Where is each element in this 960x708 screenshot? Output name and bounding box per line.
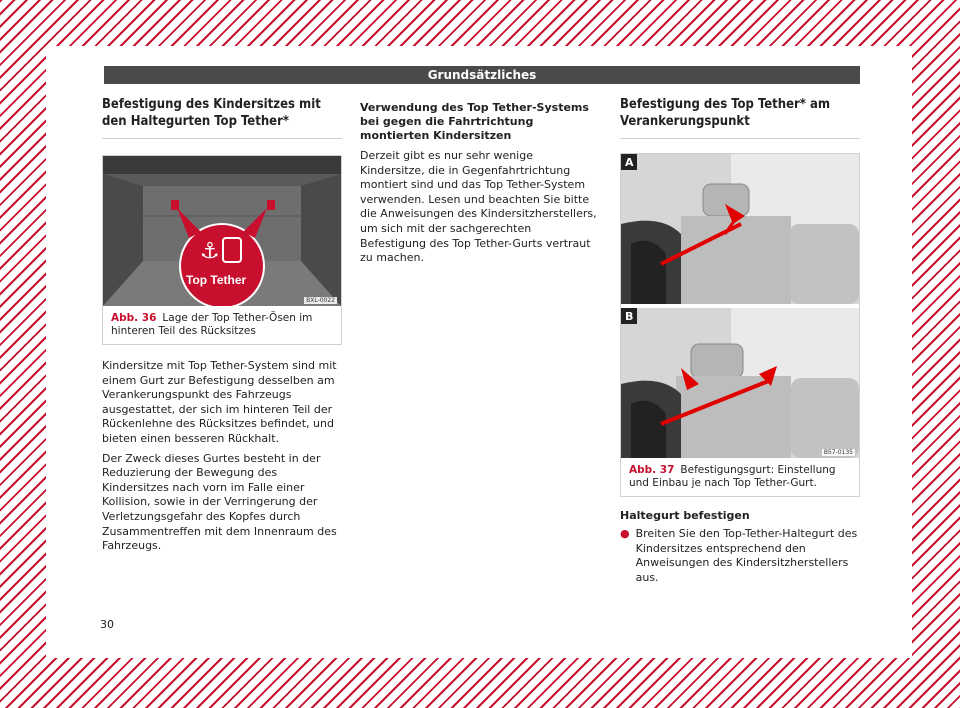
bullet-item	[620, 527, 860, 585]
caption-text: Befestigungsgurt: Einstellung und Einbau je nach Top Tether-Gurt.	[629, 464, 836, 489]
trunk-image	[103, 156, 341, 306]
top-tether-badge-text: Top Tether	[186, 273, 247, 287]
section-heading: Befestigung des Top Tether* am Verankerungspunkt	[620, 96, 860, 139]
bullet-text: Breiten Sie den Top-Tether-Haltegurt des Kindersitzes entsprechend den Anweisungen des Kindersitzherstellers aus.	[635, 527, 858, 584]
column-right	[620, 96, 860, 585]
figure-37	[620, 153, 860, 497]
column-middle	[360, 101, 600, 266]
figure-caption	[103, 306, 341, 344]
seat-image	[621, 154, 859, 458]
header-bar: Grundsätzliches	[104, 66, 860, 84]
bullet-icon: ●	[620, 527, 630, 540]
paragraph: Der Zweck dieses Gurtes besteht in der Reduzierung der Bewegung des Kindersitzes nach vorn im Falle einer Kollision, sowie in der Verringerung der Verletzungsgefahr des Kopfes durch Zusammentreffen mit dem Innenraum des Fahrzeugs.	[102, 451, 337, 553]
page-number: 30	[100, 618, 114, 631]
panel-label-b: B	[625, 310, 634, 323]
subheading: Haltegurt befestigen	[620, 509, 750, 522]
seat-illustrations	[621, 154, 859, 458]
caption-text: Lage der Top Tether-Ösen im hinteren Teil des Rücksitzes	[111, 312, 313, 337]
figure-caption	[621, 458, 859, 496]
column-left	[102, 96, 342, 554]
section-heading: Befestigung des Kindersitzes mit den Haltegurten Top Tether*	[102, 96, 342, 139]
figure-36	[102, 155, 342, 345]
paragraph: Kindersitze mit Top Tether-System sind mit einem Gurt zur Befestigung desselben am Verankerungspunkt des Fahrzeugs ausgestattet, der sich im hinteren Teil der Rückenlehne des Rücksitzes befindet, und bieten einen besseren Rückhalt.	[102, 359, 337, 445]
caption-number: Abb. 36	[111, 312, 157, 324]
figure-code: BXL-0022	[306, 297, 335, 304]
panel-label-a: A	[625, 156, 634, 169]
trunk-illustration	[103, 156, 341, 306]
figure-code: B57-0135	[823, 449, 853, 456]
paragraph: Derzeit gibt es nur sehr wenige Kindersitze, die in Gegenfahrtrichtung montiert sind und das Top Tether-System verwenden. Lesen und beachten Sie bitte die Anweisungen des Kindersitzherstellers, um sich mit der sachgerechten Befestigung des Top Tether-Gurts vertraut zu machen.	[360, 149, 597, 265]
subheading: Verwendung des Top Tether-Systems bei gegen die Fahrtrichtung montierten Kindersitzen	[360, 101, 589, 142]
anchor-icon: ⚓	[200, 239, 220, 264]
caption-number: Abb. 37	[629, 464, 675, 476]
